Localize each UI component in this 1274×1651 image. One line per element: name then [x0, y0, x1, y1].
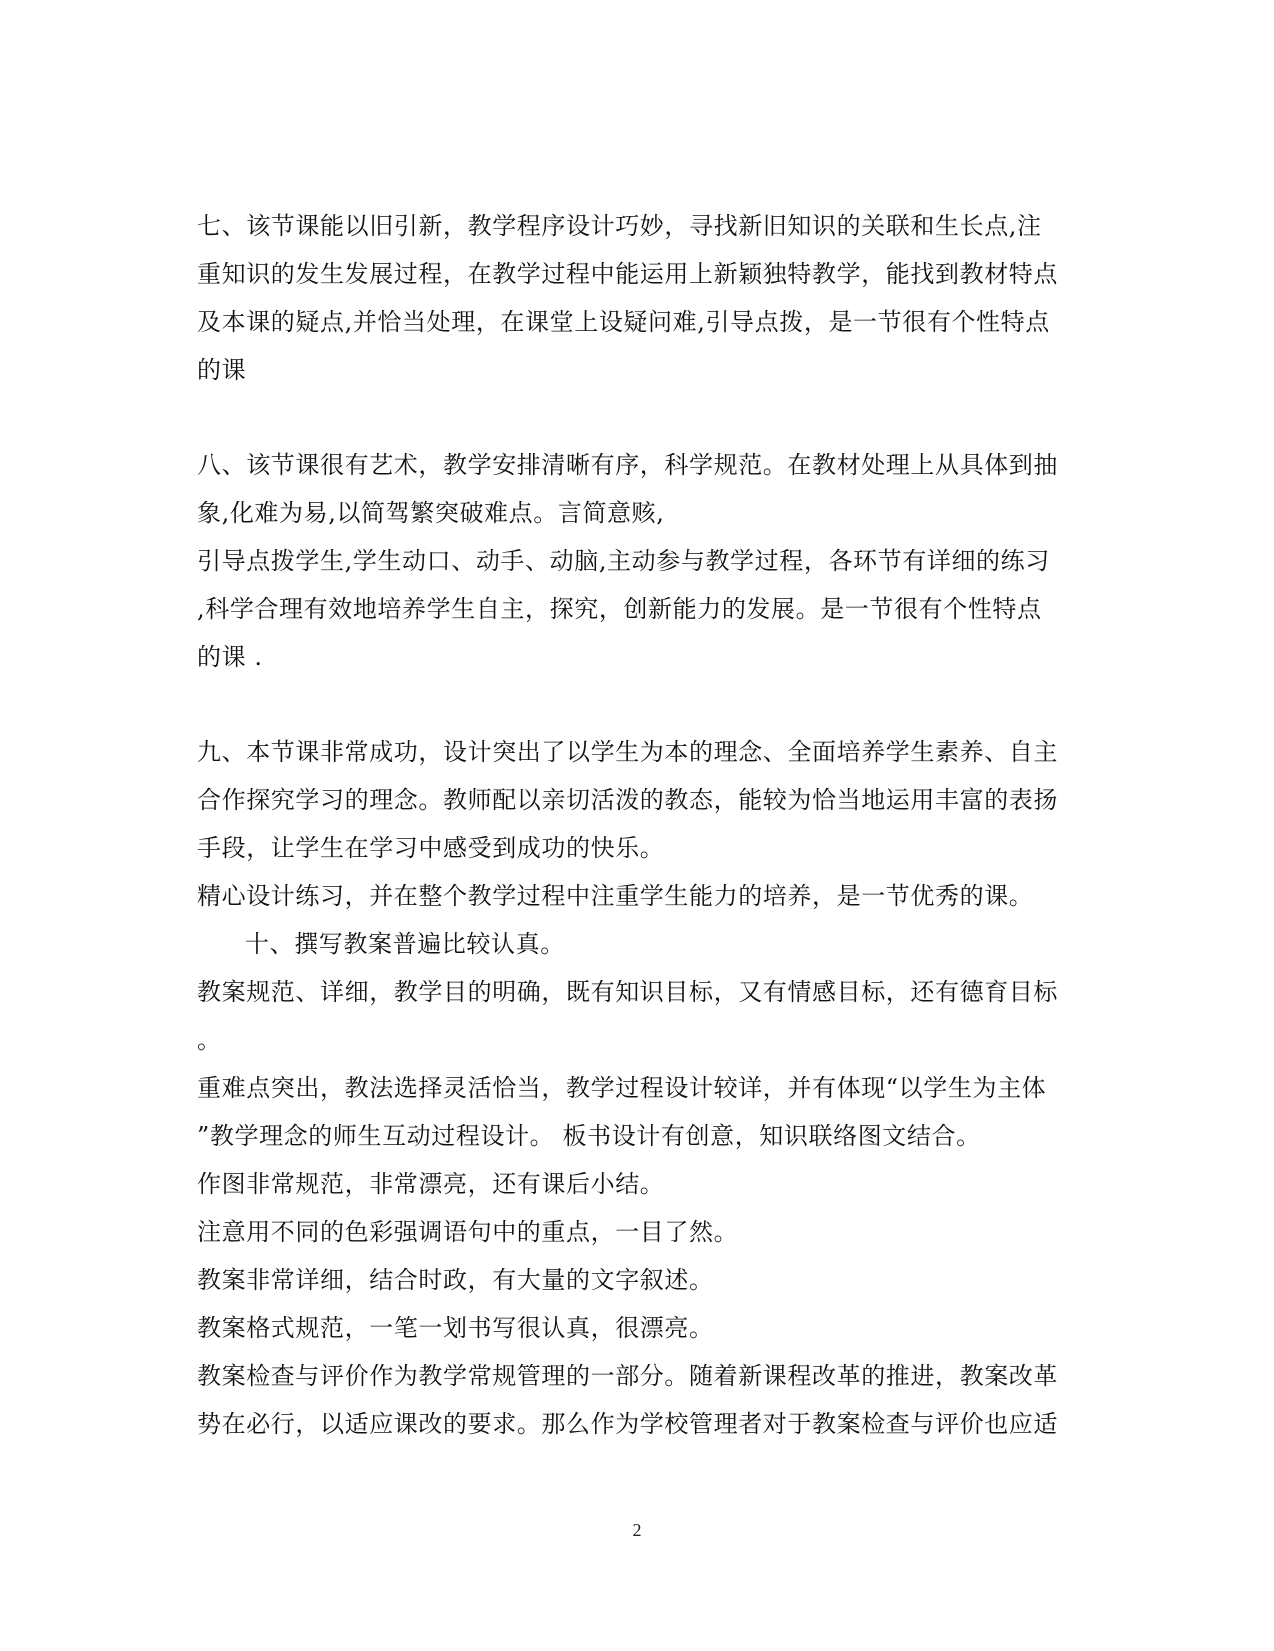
text-line: 注意用不同的色彩强调语句中的重点，一目了然。 [197, 1218, 739, 1246]
text-line: 教案规范、详细，教学目的明确，既有知识目标，又有情感目标，还有德育目标 [197, 978, 1058, 1006]
text-line: 重知识的发生发展过程，在教学过程中能运用上新颖独特教学，能找到教材特点 [197, 260, 1058, 288]
text-line: ”教学理念的师生互动过程设计。 板书设计有创意，知识联络图文结合。 [197, 1122, 981, 1150]
page-number: 2 [632, 1520, 642, 1540]
text-line: 九、本节课非常成功，设计突出了以学生为本的理念、全面培养学生素养、自主 [197, 738, 1058, 766]
paragraph-8 [197, 441, 1077, 681]
text-line: ,科学合理有效地培养学生自主，探究，创新能力的发展。是一节很有个性特点 [197, 595, 1042, 623]
text-line: 七、该节课能以旧引新，教学程序设计巧妙，寻找新旧知识的关联和生长点,注 [197, 212, 1042, 240]
paragraph-9 [197, 728, 1077, 920]
text-line: 精心设计练习，并在整个教学过程中注重学生能力的培养，是一节优秀的课。 [197, 882, 1034, 910]
text-line: 教案非常详细，结合时政，有大量的文字叙述。 [197, 1266, 714, 1294]
text-line: 手段，让学生在学习中感受到成功的快乐。 [197, 834, 665, 862]
text-line: 重难点突出，教法选择灵活恰当，教学过程设计较详，并有体现“以学生为主体 [197, 1074, 1047, 1102]
paragraph-7 [197, 202, 1077, 394]
text-line: 的课 [197, 356, 247, 384]
paragraph-10 [197, 968, 1077, 1448]
text-line: 合作探究学习的理念。教师配以亲切活泼的教态，能较为恰当地运用丰富的表扬 [197, 786, 1058, 814]
text-line: 及本课的疑点,并恰当处理，在课堂上设疑问难,引导点拨，是一节很有个性特点 [197, 308, 1050, 336]
text-line: 八、该节课很有艺术，教学安排清晰有序，科学规范。在教材处理上从具体到抽 [197, 451, 1058, 479]
text-line: 作图非常规范，非常漂亮，还有课后小结。 [197, 1170, 665, 1198]
section-heading-10: 十、撰写教案普遍比较认真。 [245, 930, 565, 958]
text-line: 。 [197, 1026, 222, 1054]
text-line: 的课 . [197, 643, 263, 671]
text-line: 象,化难为易,以简驾繁突破难点。言简意赅, [197, 499, 665, 527]
text-line: 教案格式规范，一笔一划书写很认真，很漂亮。 [197, 1314, 714, 1342]
paragraph-spacer [197, 394, 1077, 441]
text-line: 引导点拨学生,学生动口、动手、动脑,主动参与教学过程，各环节有详细的练习 [197, 547, 1050, 575]
text-line: 势在必行，以适应课改的要求。那么作为学校管理者对于教案检查与评价也应适 [197, 1410, 1058, 1438]
document-body [197, 202, 1077, 1448]
paragraph-spacer [197, 681, 1077, 728]
text-line: 教案检查与评价作为教学常规管理的一部分。随着新课程改革的推进，教案改革 [197, 1362, 1058, 1390]
